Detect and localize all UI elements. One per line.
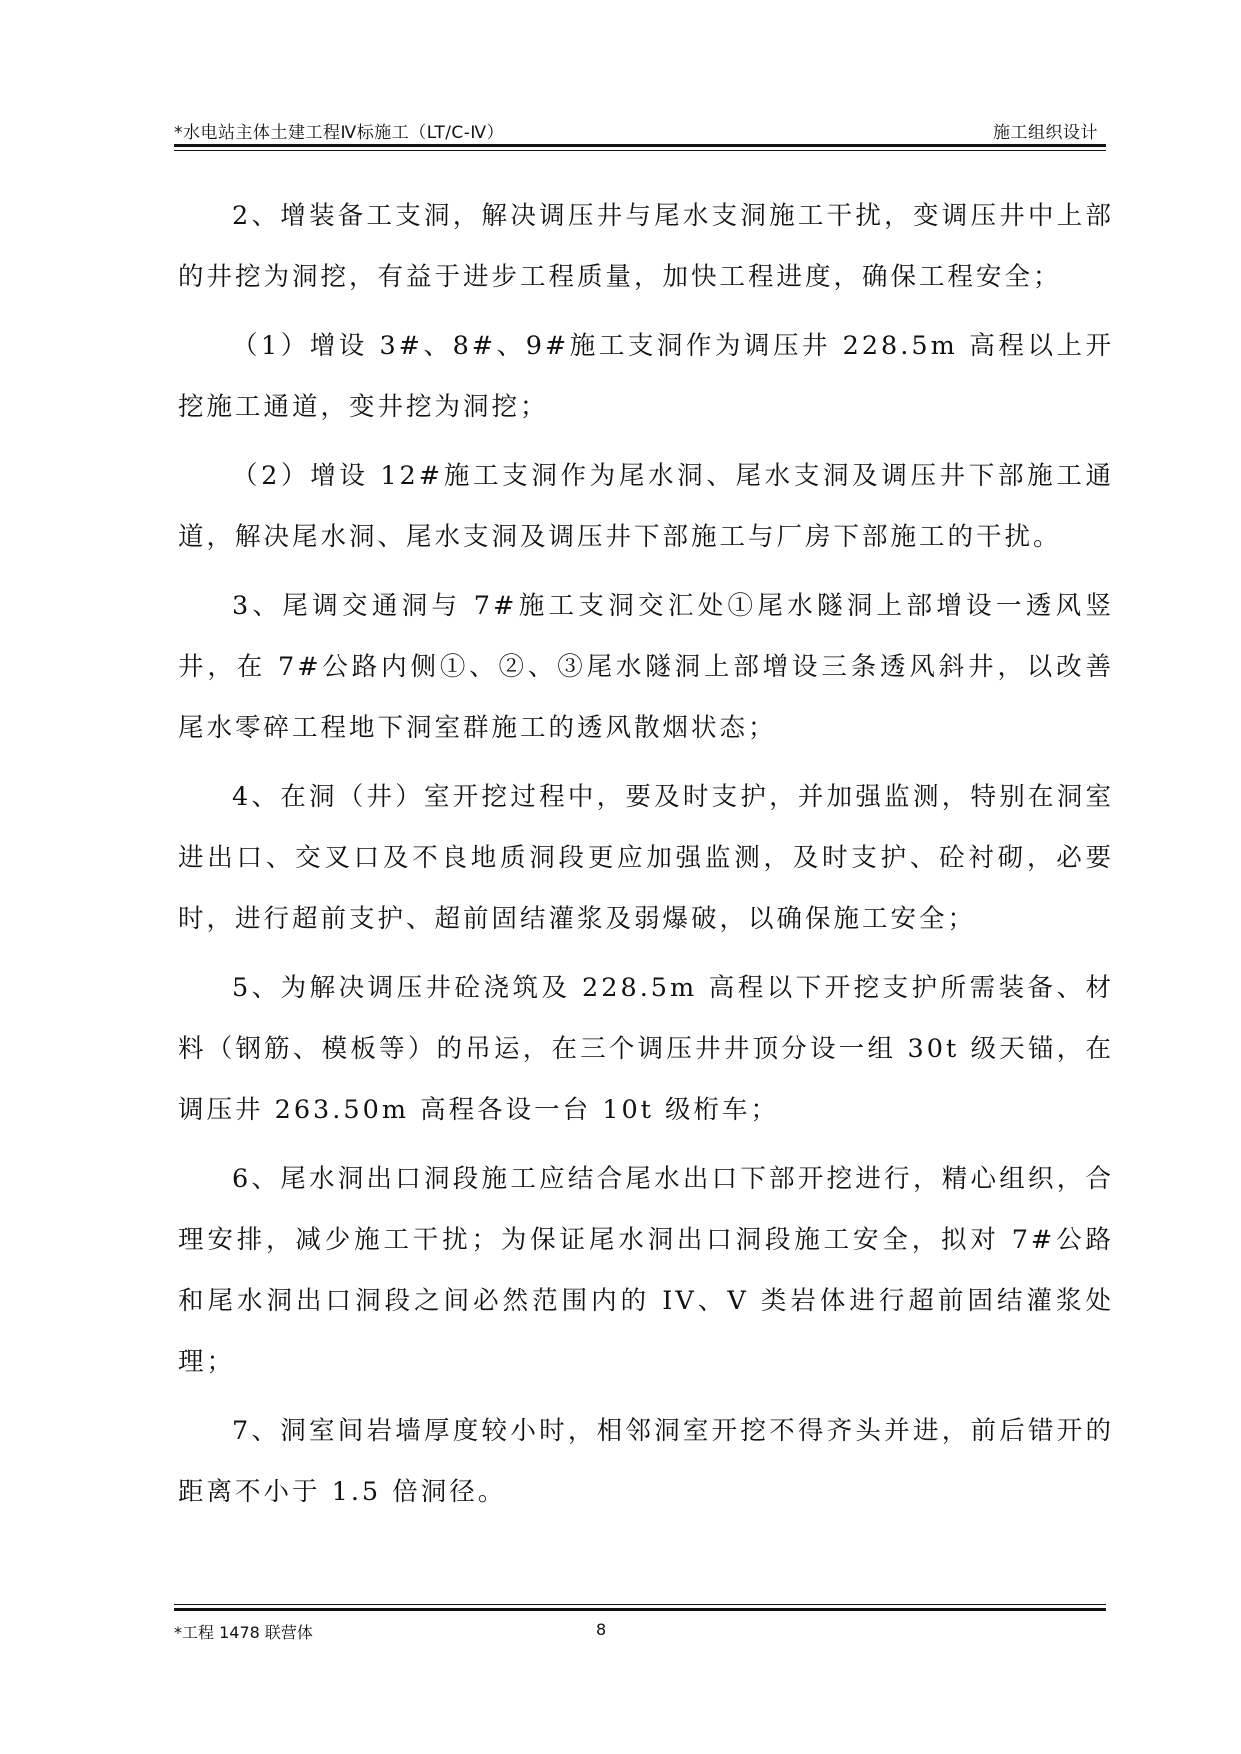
paragraph-item-2: 2、增装备工支洞，解决调压井与尾水支洞施工干扰，变调压井中上部的井挖为洞挖，有益于进步工程质量，加快工程进度，确保工程安全； <box>178 201 1114 292</box>
paragraph-item-7: 7、洞室间岩墙厚度较小时，相邻洞室开挖不得齐头并进，前后错开的距离不小于 1.5 倍洞径。 <box>178 1416 1114 1507</box>
paragraph-item-5: 5、为解决调压井砼浇筑及 228.5m 高程以下开挖支护所需装备、材料（钢筋、模板等）的吊运，在三个调压井井顶分设一组 30t 级天锚，在调压井 263.50m 高程各设一台 10t 级桁车； <box>178 973 1114 1125</box>
header-document-type: 施工组织设计 <box>993 123 1098 143</box>
paragraph-item-6: 6、尾水洞出口洞段施工应结合尾水出口下部开挖进行，精心组织，合理安排，减少施工干扰；为保证尾水洞出口洞段施工安全，拟对 7#公路和尾水洞出口洞段之间必然范围内的 IV、V 类岩体进行超前固结灌浆处理； <box>178 1164 1114 1377</box>
paragraph-item-3: 3、尾调交通洞与 7#施工支洞交汇处①尾水隧洞上部增设一透风竖井，在 7#公路内侧①、②、③尾水隧洞上部增设三条透风斜井，以改善尾水零碎工程地下洞室群施工的透风散烟状态； <box>178 591 1114 743</box>
header-project-title: *水电站主体土建工程Ⅳ标施工（LT/C-Ⅳ） <box>174 123 505 143</box>
footer-divider-thin <box>174 1604 1106 1605</box>
page-number: 8 <box>596 1620 607 1639</box>
page-footer <box>174 1604 1106 1654</box>
header-divider-thick <box>174 144 1106 147</box>
footer-organization: *工程 1478 联营体 <box>174 1623 313 1642</box>
paragraph-item-4: 4、在洞（井）室开挖过程中，要及时支护，并加强监测，特别在洞室进出口、交叉口及不良地质洞段更应加强监测，及时支护、砼衬砌，必要时，进行超前支护、超前固结灌浆及弱爆破，以确保施工安全； <box>178 782 1114 934</box>
footer-divider-thick <box>174 1608 1106 1611</box>
paragraph-subitem-1: （1）增设 3#、8#、9#施工支洞作为调压井 228.5m 高程以上开挖施工通道，变井挖为洞挖； <box>178 331 1114 422</box>
page-header <box>174 114 1106 148</box>
paragraph-subitem-2: （2）增设 12#施工支洞作为尾水洞、尾水支洞及调压井下部施工通道，解决尾水洞、尾水支洞及调压井下部施工与厂房下部施工的干扰。 <box>178 461 1114 552</box>
header-divider-thin <box>174 150 1106 151</box>
body-text <box>178 186 1114 1531</box>
